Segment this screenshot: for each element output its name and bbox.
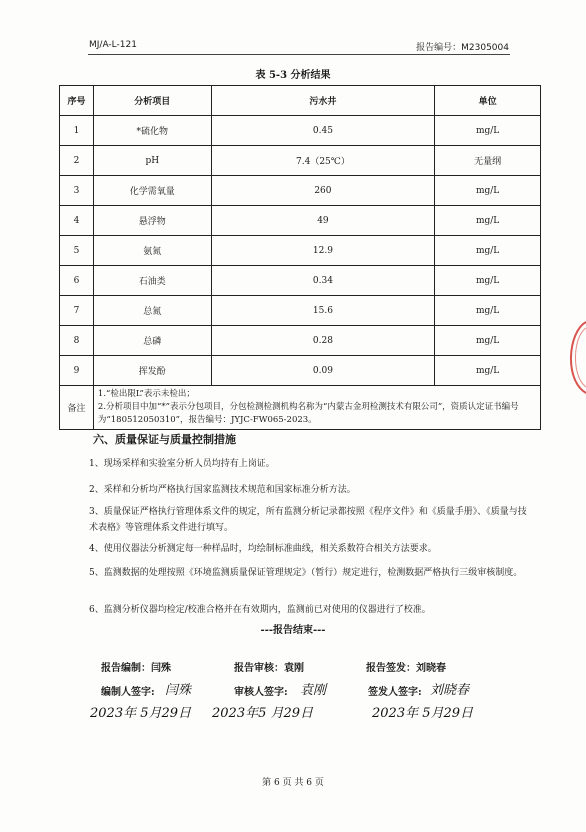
cell-item: 化学需氧量	[93, 176, 211, 206]
cell-index: 1	[60, 116, 94, 146]
reviewer-label: 报告审核：袁刚	[234, 663, 304, 674]
cell-value: 0.34	[211, 266, 435, 296]
compiler-signature: 闫殊	[165, 683, 192, 698]
cell-item: pH	[93, 146, 211, 176]
table-row	[60, 356, 541, 386]
cell-value: 260	[211, 176, 435, 206]
cell-item: 挥发酚	[93, 356, 211, 386]
note-1: 1.“检出限L”表示未检出；	[97, 389, 195, 399]
table-row	[60, 326, 541, 356]
cell-index: 5	[60, 236, 94, 266]
header-unit: 单位	[435, 86, 541, 116]
header-sewage-well: 污水井	[211, 86, 435, 116]
report-number: 报告编号：M2305004	[416, 43, 509, 53]
issuer-signature: 刘晓春	[430, 683, 470, 698]
cell-unit: mg/L	[435, 236, 541, 266]
qa-item-3: 3、质量保证严格执行管理体系文件的规定，所有监测分析记录都按照《程序文件》和《质量手册》、《质量与技术表格》等管理体系文件进行填写。	[89, 507, 527, 533]
compiler-date: 2023年 5月29日	[90, 706, 192, 721]
cell-item: 氨氮	[93, 236, 211, 266]
notes-row	[60, 386, 541, 430]
cell-value: 0.28	[211, 326, 435, 356]
reviewer-date: 2023年5 月29日	[212, 706, 314, 721]
issuer-sign-label: 签发人签字:	[368, 687, 422, 698]
table-row	[60, 206, 541, 236]
cell-unit: 无量纲	[435, 146, 541, 176]
header-item: 分析项目	[93, 86, 211, 116]
issuer-date: 2023年 5月29日	[372, 706, 474, 721]
table-row	[60, 266, 541, 296]
note-2: 2.分析项目中加“*”表示分包项目，分包检测检测机构名称为“内蒙古金玥检测技术有限公司”，资质认定证书编号为“180512050310”，报告编号：JYJC-FW065-2023。	[97, 402, 519, 425]
reviewer-signature: 袁刚	[300, 683, 327, 698]
cell-index: 6	[60, 266, 94, 296]
analysis-results-table	[59, 85, 541, 430]
cell-unit: mg/L	[435, 356, 541, 386]
cell-index: 8	[60, 326, 94, 356]
qa-item-2: 2、采样和分析均严格执行国家监测技术规范和国家标准分析方法。	[89, 485, 356, 495]
header-divider	[88, 54, 510, 55]
qa-item-1: 1、现场采样和实验室分析人员均持有上岗证。	[89, 459, 275, 469]
qa-item-5: 5、监测数据的处理按照《环境监测质量保证管理规定》（暂行）规定进行，检测数据严格执行三级审核制度。	[89, 568, 523, 578]
cell-unit: mg/L	[435, 266, 541, 296]
cell-unit: mg/L	[435, 326, 541, 356]
qa-item-6: 6、监测分析仪器均检定/校准合格并在有效期内，监测前已对使用的仪器进行了校准。	[89, 605, 431, 615]
cell-value: 15.6	[211, 296, 435, 326]
cell-item: 悬浮物	[93, 206, 211, 236]
table-row	[60, 146, 541, 176]
cell-item: *硫化物	[93, 116, 211, 146]
cell-value: 49	[211, 206, 435, 236]
cell-value: 0.45	[211, 116, 435, 146]
seal-stamp	[560, 320, 586, 395]
cell-index: 7	[60, 296, 94, 326]
cell-value: 0.09	[211, 356, 435, 386]
page-footer: 第 6 页 共 6 页	[262, 778, 324, 788]
compiler-label: 报告编制：闫殊	[101, 663, 171, 674]
cell-item: 总磷	[93, 326, 211, 356]
issuer-label: 报告签发：刘晓春	[366, 663, 446, 674]
cell-unit: mg/L	[435, 206, 541, 236]
document-code: MJ/A-L-121	[89, 40, 137, 50]
cell-index: 2	[60, 146, 94, 176]
table-row	[60, 176, 541, 206]
cell-index: 4	[60, 206, 94, 236]
header-index: 序号	[60, 86, 94, 116]
table-row	[60, 116, 541, 146]
cell-value: 7.4（25℃）	[211, 146, 435, 176]
table-header-row	[60, 86, 541, 116]
cell-unit: mg/L	[435, 296, 541, 326]
cell-unit: mg/L	[435, 176, 541, 206]
table-caption: 表 5-3 分析结果	[255, 70, 331, 81]
compiler-sign-label: 编制人签字:	[101, 687, 155, 698]
cell-item: 总氮	[93, 296, 211, 326]
cell-unit: mg/L	[435, 116, 541, 146]
cell-index: 9	[60, 356, 94, 386]
cell-index: 3	[60, 176, 94, 206]
qa-item-4: 4、使用仪器法分析测定每一种样品时，均绘制标准曲线，相关系数符合相关方法要求。	[89, 544, 437, 554]
notes-cell	[93, 386, 540, 430]
notes-label: 备注	[60, 386, 94, 430]
qa-section-title: 六、质量保证与质量控制措施	[93, 433, 236, 446]
table-row	[60, 236, 541, 266]
report-end: ---报告结束---	[260, 625, 326, 636]
table-row	[60, 296, 541, 326]
reviewer-sign-label: 审核人签字:	[234, 687, 288, 698]
cell-value: 12.9	[211, 236, 435, 266]
cell-item: 石油类	[93, 266, 211, 296]
